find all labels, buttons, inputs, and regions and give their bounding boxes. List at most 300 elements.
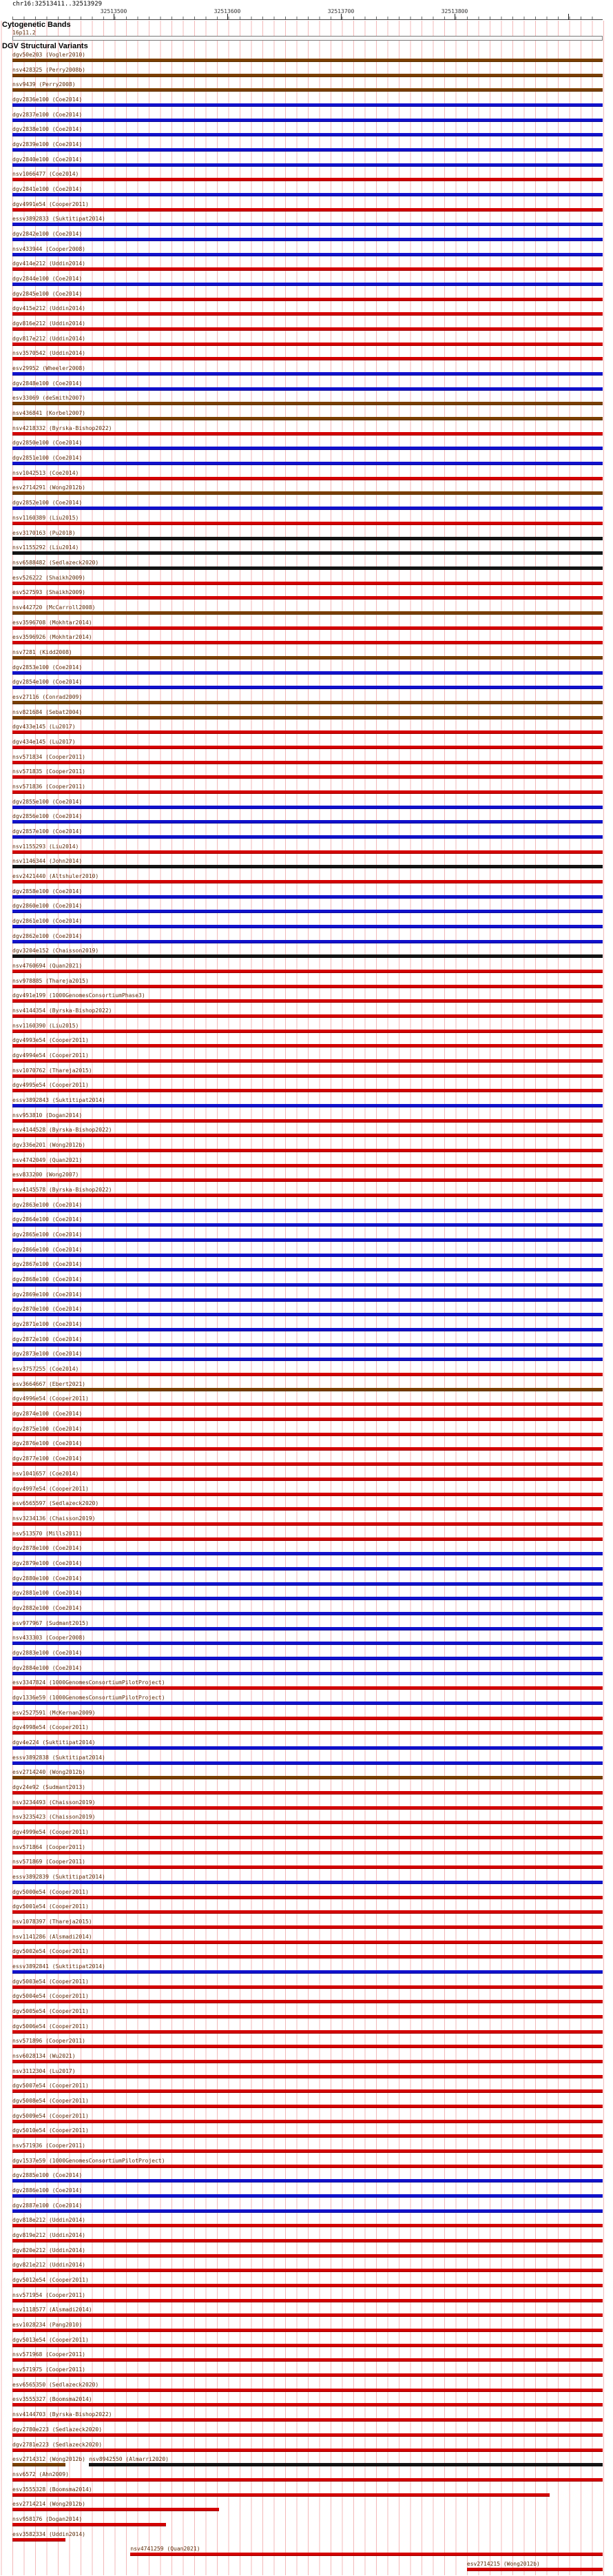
variant-row [12,260,603,275]
variant-bar[interactable] [12,880,603,883]
variant-label: nsv571896 (Cooper2011) [12,2038,85,2045]
variant-label: nsv6588482 (Sedlazeck2020) [12,559,99,566]
variant-bar[interactable] [12,2165,603,2168]
variant-bar[interactable] [12,283,603,286]
variant-bar[interactable] [12,1717,603,1720]
variant-row [12,2531,603,2546]
variant-label: dgv2836e100 (Coe2014) [12,96,83,103]
variant-bar[interactable] [12,522,603,525]
variant-label: nsv821684 (Sebat2004) [12,708,83,715]
variant-bar[interactable] [12,447,603,450]
variant-row [12,857,603,872]
variant-bar[interactable] [12,1059,603,1063]
variant-label: dgv3204e152 (Chaisson2019) [12,948,99,954]
variant-label: esv833200 (Wong2007) [12,1172,79,1178]
variant-bar[interactable] [12,2284,603,2287]
variant-row [12,1575,603,1590]
variant-bar[interactable] [12,835,603,839]
variant-row [12,1126,603,1141]
variant-label: dgv2841e100 (Coe2014) [12,186,83,193]
variant-bar[interactable] [12,1402,603,1406]
variant-bar[interactable] [12,2075,603,2078]
variant-bar[interactable] [12,2269,603,2272]
variant-bar[interactable] [12,1865,603,1869]
variant-label: dgv5000e54 (Cooper2011) [12,1888,89,1895]
variant-bar[interactable] [12,298,603,301]
variant-bar[interactable] [12,1761,603,1765]
variant-bar[interactable] [12,1896,603,1899]
variant-bar[interactable] [12,1164,603,1167]
variant-label: nsv7281 (Kidd2008) [12,648,72,655]
variant-row [12,902,603,917]
variant-bar[interactable] [12,775,603,779]
variant-label: nsv4144528 (Byrska-Bishop2022) [12,1127,112,1134]
variant-row [12,1052,603,1067]
variant-label: dgv2871e100 (Coe2014) [12,1321,83,1328]
variant-bar[interactable] [12,1672,603,1675]
variant-bar[interactable] [12,1149,603,1152]
variant-bar[interactable] [12,1134,603,1137]
variant-bar[interactable] [12,1119,603,1123]
variant-bar[interactable] [12,790,603,794]
variant-bar[interactable] [89,2463,603,2466]
variant-row [12,1724,603,1739]
variant-row [12,425,603,440]
variant-row [12,1305,603,1320]
variant-row [12,1141,603,1156]
variant-label: nsv4144703 (Byrska-Bishop2022) [12,2411,112,2418]
variant-bar[interactable] [12,1268,603,1271]
variant-bar[interactable] [12,1104,603,1107]
variant-label: esv2714215 (Wong2012b) [466,2560,540,2567]
variant-row [12,380,603,395]
variant-label: esv6565350 (Sedlazeck2020) [12,2381,99,2388]
variant-label: nsv9439 (Perry2008) [12,81,76,88]
variant-bar[interactable] [12,850,603,854]
variant-bar[interactable] [12,312,603,316]
variant-bar[interactable] [12,223,603,226]
variant-row [12,1560,603,1575]
ruler-tick-label: 32513500 [100,8,127,14]
variant-bar[interactable] [12,2254,603,2258]
variant-bar[interactable] [12,806,603,809]
variant-label: dgv2886e100 (Coe2014) [12,2187,83,2194]
variant-row [12,962,603,977]
variant-label: dgv4993e54 (Cooper2011) [12,1037,89,1044]
variant-bar[interactable] [12,925,603,928]
variant-bar[interactable] [12,2149,603,2153]
variant-bar[interactable] [12,59,603,62]
variant-bar[interactable] [12,1552,603,1555]
variant-bar[interactable] [12,1328,603,1331]
variant-bar[interactable] [12,2344,603,2347]
variant-bar[interactable] [12,163,603,167]
variant-label: nsv1160390 (Liu2015) [12,1022,79,1029]
variant-bar[interactable] [12,148,603,152]
variant-bar[interactable] [12,1836,603,1839]
variant-bar[interactable] [12,2194,603,2198]
variant-bar[interactable] [12,327,603,331]
variant-bar[interactable] [12,1746,603,1750]
variant-bar[interactable] [12,1821,603,1824]
variant-bar[interactable] [12,537,603,540]
variant-bar[interactable] [12,1791,603,1795]
variant-row [12,1739,603,1754]
variant-row [12,2112,603,2127]
variant-label: nsv571869 (Cooper2011) [12,1859,85,1865]
variant-bar[interactable] [12,1657,603,1660]
variant-label: dgv4991e54 (Cooper2011) [12,201,89,207]
variant-row [12,1619,603,1635]
variant-row [12,783,603,798]
variant-label: dgv4997e54 (Cooper2011) [12,1485,89,1492]
variant-label: dgv2872e100 (Coe2014) [12,1336,83,1342]
variant-label: dgv2861e100 (Coe2014) [12,917,83,924]
variant-label: dgv4995e54 (Cooper2011) [12,1082,89,1089]
variant-bar[interactable] [12,2299,603,2302]
variant-row [12,66,603,81]
variant-row [12,812,603,828]
variant-bar[interactable] [12,2449,603,2452]
variant-bar[interactable] [12,1582,603,1586]
variant-bar[interactable] [12,1925,603,1929]
variant-bar[interactable] [12,387,603,391]
variant-row [12,529,603,544]
variant-bar[interactable] [12,999,603,1003]
variant-label: dgv2877e100 (Coe2014) [12,1455,83,1462]
variant-row [12,1754,603,1769]
variant-bar[interactable] [12,2030,603,2034]
variant-bar[interactable] [12,1283,603,1287]
variant-bar[interactable] [467,2568,603,2571]
variant-row [12,888,603,903]
variant-row [12,977,603,992]
variant-row [12,2411,603,2426]
variant-bar[interactable] [12,2209,603,2213]
variant-label: nsv571864 (Cooper2011) [12,1843,85,1850]
variant-row [12,2157,603,2172]
variant-bar[interactable] [12,2478,603,2482]
variant-bar[interactable] [12,1507,603,1511]
variant-bar[interactable] [12,477,603,480]
variant-bar[interactable] [12,357,603,360]
variant-bar[interactable] [12,910,603,913]
variant-bar[interactable] [12,596,603,600]
variant-bar[interactable] [12,1522,603,1526]
variant-label: nsv978885 (Thareja2015) [12,977,89,984]
variant-bar[interactable] [12,2508,219,2511]
variant-bar[interactable] [12,2089,603,2093]
variant-row [12,2261,603,2276]
variant-bar[interactable] [12,2463,65,2466]
variant-bar[interactable] [12,1941,603,1944]
variant-bar[interactable] [12,432,603,436]
variant-row [12,678,603,693]
variant-bar[interactable] [12,730,603,734]
variant-bar[interactable] [12,701,603,704]
variant-bar[interactable] [12,1910,603,1914]
variant-bar[interactable] [12,2120,603,2123]
ruler-tick-label: 32513700 [327,8,355,14]
variant-row [12,2007,603,2023]
variant-bar[interactable] [12,611,603,615]
variant-bar[interactable] [12,402,603,405]
variant-bar[interactable] [12,716,603,719]
variant-bar[interactable] [12,2329,603,2332]
variant-label: esv526222 (Shaikh2009) [12,574,85,581]
variant-bar[interactable] [12,1358,603,1361]
variant-label: dgv2839e100 (Coe2014) [12,141,83,148]
variant-bar[interactable] [12,1597,603,1600]
variant-row [12,365,603,380]
variant-bar[interactable] [12,820,603,824]
variant-row [12,469,603,484]
variant-label: dgv5005e54 (Cooper2011) [12,2008,89,2015]
variant-bar[interactable] [12,2045,603,2048]
variant-bar[interactable] [12,1567,603,1571]
variant-bar[interactable] [12,2224,603,2227]
variant-bar[interactable] [12,1418,603,1421]
variant-bar[interactable] [12,746,603,749]
variant-bar[interactable] [12,2313,603,2317]
variant-bar[interactable] [12,656,603,660]
variant-bar[interactable] [12,267,603,271]
variant-bar[interactable] [12,1254,603,1257]
variant-label: dgv4996e54 (Cooper2011) [12,1396,89,1402]
variant-label: dgv2882e100 (Coe2014) [12,1604,83,1611]
variant-label: essv3892838 (Suktitipat2014) [12,1754,105,1761]
variant-row [12,2216,603,2231]
cytoband-box[interactable] [12,36,603,41]
variant-label: nsv3570542 (Uddin2014) [12,350,85,357]
variant-bar[interactable] [12,193,603,196]
variant-row [12,1231,603,1246]
variant-bar[interactable] [12,2418,603,2422]
variant-label: dgv2865e100 (Coe2014) [12,1231,83,1238]
variant-row [12,349,603,365]
variant-bar[interactable] [12,551,603,555]
variant-bar[interactable] [12,1985,603,1989]
variant-bar[interactable] [12,1851,603,1854]
variant-label: dgv2856e100 (Coe2014) [12,813,83,820]
variant-label: esv527593 (Shaikh2009) [12,589,85,596]
variant-bar[interactable] [12,1462,603,1466]
variant-bar[interactable] [12,582,603,585]
variant-bar[interactable] [12,1447,603,1451]
variant-row [12,1694,603,1709]
variant-label: nsv3234493 (Chaisson2019) [12,1799,96,1806]
variant-row [12,1679,603,1694]
variant-bar[interactable] [12,1686,603,1690]
variant-bar[interactable] [12,1313,603,1316]
variant-bar[interactable] [12,103,603,107]
variant-label: dgv491e199 (1000GenomesConsortiumPhase3) [12,992,145,999]
variant-bar[interactable] [12,2358,603,2362]
variant-bar[interactable] [12,2493,550,2497]
variant-label: nsv571968 (Cooper2011) [12,2351,85,2358]
variant-bar[interactable] [12,671,603,675]
variant-row [12,1425,603,1440]
variant-bar[interactable] [12,2389,603,2392]
variant-bar[interactable] [12,1612,603,1615]
variant-bar[interactable] [130,2553,603,2556]
variant-bar[interactable] [12,462,603,465]
variant-bar[interactable] [12,1493,603,1496]
variant-label: dgv2852e100 (Coe2014) [12,500,83,507]
variant-bar[interactable] [12,1776,603,1779]
variant-row [12,111,603,126]
variant-bar[interactable] [12,2373,603,2377]
variant-bar[interactable] [12,1014,603,1018]
variant-label: nsv958176 (Dogan2014) [12,2515,83,2522]
variant-bar[interactable] [12,1970,603,1974]
variant-bar[interactable] [12,2000,603,2003]
variant-row [12,2052,603,2067]
variant-label: nsv436841 (Korbel2007) [12,410,85,417]
variant-bar[interactable] [12,507,603,510]
variant-row [12,1783,603,1799]
variant-label: dgv2876e100 (Coe2014) [12,1440,83,1447]
variant-bar[interactable] [12,238,603,241]
variant-bar[interactable] [12,895,603,899]
variant-bar[interactable] [12,2523,166,2526]
dgv-variant-list [12,51,603,2575]
variant-label: esv2421440 (Altshuler2010) [12,872,99,879]
variant-bar[interactable] [12,1701,603,1705]
variant-bar[interactable] [12,1955,603,1959]
variant-bar[interactable] [12,1298,603,1302]
variant-row [12,499,603,514]
variant-bar[interactable] [12,641,603,644]
variant-row [12,1918,603,1933]
variant-bar[interactable] [12,74,603,77]
variant-label: nsv3235423 (Chaisson2019) [12,1814,96,1821]
ruler-tick-label: 32513600 [214,8,241,14]
variant-bar[interactable] [12,1178,603,1182]
variant-bar[interactable] [12,1388,603,1391]
variant-bar[interactable] [12,2239,603,2242]
variant-bar[interactable] [12,2105,603,2108]
variant-bar[interactable] [12,2538,65,2542]
variant-label: nsv4145578 (Byrska-Bishop2022) [12,1187,112,1194]
variant-label: esv3555328 (Boomsma2014) [12,2486,92,2493]
variant-label: dgv817e212 (Uddin2014) [12,335,85,342]
variant-row [12,1604,603,1619]
variant-bar[interactable] [12,1642,603,1645]
variant-bar[interactable] [12,2134,603,2138]
variant-bar[interactable] [12,2015,603,2018]
variant-label: nsv513570 (Mills2011) [12,1530,83,1537]
variant-bar[interactable] [12,1044,603,1047]
variant-label: esv3664667 (Ebert2021) [12,1380,85,1387]
variant-bar[interactable] [12,761,603,764]
variant-row [12,335,603,350]
variant-bar[interactable] [12,253,603,256]
variant-row [12,1067,603,1082]
variant-bar[interactable] [12,1074,603,1078]
variant-bar[interactable] [12,865,603,868]
variant-bar[interactable] [12,686,603,689]
variant-bar[interactable] [12,2060,603,2063]
variant-label: esv3757255 (Coe2014) [12,1366,79,1373]
variant-bar[interactable] [12,343,603,346]
variant-bar[interactable] [12,178,603,181]
variant-bar[interactable] [12,133,603,136]
variant-row [12,484,603,499]
variant-bar[interactable] [12,970,603,973]
coordinate-ruler[interactable] [0,8,613,21]
variant-bar[interactable] [12,1223,603,1227]
variant-bar[interactable] [12,491,603,495]
variant-row [12,828,603,843]
variant-row [12,1276,603,1291]
variant-bar[interactable] [12,417,603,420]
variant-bar[interactable] [12,119,603,122]
variant-bar[interactable] [12,1194,603,1197]
variant-row [12,1022,603,1037]
variant-bar[interactable] [12,1433,603,1436]
variant-bar[interactable] [12,954,603,958]
variant-row [12,872,603,888]
variant-row [12,2142,603,2157]
variant-bar[interactable] [12,1373,603,1376]
variant-row [12,2291,603,2307]
variant-bar[interactable] [12,985,603,988]
variant-label: dgv5006e54 (Cooper2011) [12,2023,89,2030]
variant-row [12,2231,603,2247]
variant-label: nsv4760694 (Quan2021) [12,962,83,969]
variant-label: dgv2867e100 (Coe2014) [12,1261,83,1268]
variant-bar[interactable] [12,1089,603,1092]
variant-label: nsv1070762 (Thareja2015) [12,1067,92,1074]
variant-bar[interactable] [12,1238,603,1242]
variant-bar[interactable] [12,1209,603,1212]
variant-bar[interactable] [12,940,603,943]
variant-bar[interactable] [12,1731,603,1735]
variant-bar[interactable] [12,2433,603,2437]
variant-bar[interactable] [12,2403,603,2406]
variant-row [12,723,603,738]
variant-label: dgv818e212 (Uddin2014) [12,2217,85,2224]
variant-row [12,2515,603,2531]
variant-bar[interactable] [12,208,603,212]
variant-bar[interactable] [12,1881,603,1884]
region-title: chr16:32513411..32513929 [12,1,103,8]
variant-label: nsv1041657 (Coe2014) [12,1470,79,1477]
variant-row [12,1485,603,1500]
variant-row [12,305,603,320]
variant-bar[interactable] [12,1478,603,1481]
variant-label: dgv2881e100 (Coe2014) [12,1590,83,1597]
variant-bar[interactable] [12,88,603,92]
variant-bar[interactable] [12,372,603,376]
variant-bar[interactable] [12,1537,603,1541]
variant-label: dgv2845e100 (Coe2014) [12,290,83,297]
variant-label: nsv8942550 (Almarri2020) [89,2456,169,2463]
variant-bar[interactable] [12,1627,603,1631]
variant-bar[interactable] [12,1030,603,1033]
variant-bar[interactable] [12,1343,603,1347]
variant-row [12,574,603,589]
variant-row [12,1395,603,1410]
variant-label: nsv4742049 (Quan2021) [12,1156,83,1163]
variant-bar[interactable] [12,2179,603,2183]
cytoband-label: 16p11.2 [12,30,36,36]
variant-label: nsv571836 (Cooper2011) [12,783,85,790]
variant-bar[interactable] [12,1806,603,1810]
variant-bar[interactable] [12,626,603,630]
variant-bar[interactable] [12,566,603,570]
